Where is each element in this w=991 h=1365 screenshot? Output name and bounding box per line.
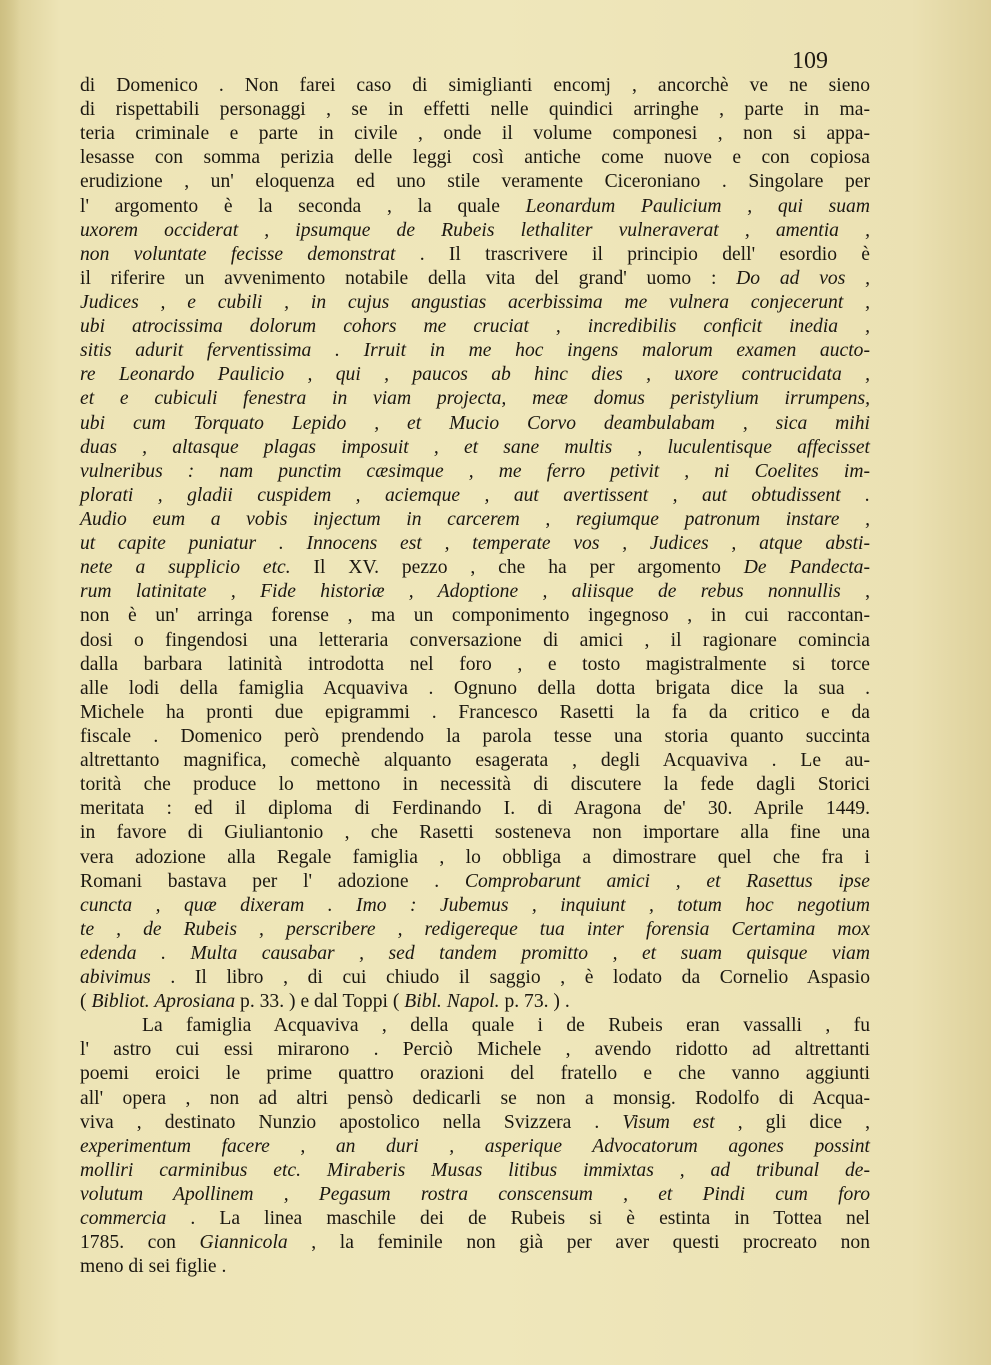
text-line: Audio eum a vobis injectum in carcerem , regiumque patronum instare , [80,508,870,530]
text-line: rum latinitate , Fide historiæ , Adoptione , aliisque de rebus nonnullis , [80,581,870,603]
text-line: l' argomento è la seconda , la quale Leonardum Paulicium , qui suam [80,195,870,217]
text-line: alle lodi della famiglia Acquaviva . Ognuno della dotta brigata dice la sua . [80,677,870,699]
text-line: te , de Rubeis , perscribere , redigereque tua inter forensia Certamina mox [80,918,870,940]
text-line: ubi cum Torquato Lepido , et Mucio Corvo deambulabam , sica mihi [80,412,870,434]
text-line: meno di sei figlie . [80,1256,227,1278]
text-line: non voluntate fecisse demonstrat . Il trascrivere il principio dell' esordio è [80,243,870,265]
text-line: uxorem occiderat , ipsumque de Rubeis lethaliter vulneraverat , amentia , [80,219,870,241]
text-line: re Leonardo Paulicio , qui , paucos ab hinc dies , uxore contrucidata , [80,364,870,386]
text-line: di rispettabili personaggi , se in effetti nelle quindici arringhe , parte in ma- [80,99,870,121]
text-line: non è un' arringa forense , ma un componimento ingegnoso , in cui raccontan- [80,605,870,627]
text-line: in favore di Giuliantonio , che Rasetti sosteneva non importare alla fine una [80,822,870,844]
text-line: Judices , e cubili , in cujus angustias acerbissima me vulnera conjecerunt , [80,291,870,313]
text-line: vulneribus : nam punctim cæsimque , me ferro petivit , ni Coelites im- [80,460,870,482]
text-line: 1785. con Giannicola , la feminile non già per aver questi procreato non [80,1232,870,1254]
text-line: ut capite puniatur . Innocens est , temperate vos , Judices , atque absti- [80,533,870,555]
text-line: dalla barbara latinità introdotta nel foro , e tosto magistralmente si torce [80,653,870,675]
text-line: torità che produce lo mettono in necessità di discutere la fede dagli Storici [80,774,870,796]
text-line: dosi o fingendosi una letteraria conversazione di amici , il ragionare comincia [80,629,870,651]
text-line: fiscale . Domenico però prendendo la parola tesse una storia quanto succinta [80,725,870,747]
text-line: meritata : ed il diploma di Ferdinando I. di Aragona de' 30. Aprile 1449. [80,798,870,820]
text-line: sitis adurit ferventissima . Irruit in me hoc ingens malorum examen aucto- [80,340,870,362]
text-line: il riferire un avvenimento notabile della vita del grand' uomo : Do ad vos , [80,267,870,289]
text-line: ( Bibliot. Aprosiana p. 33. ) e dal Toppi ( Bibl. Napol. p. 73. ) . [80,991,570,1013]
text-line: duas , altasque plagas imposuit , et sane multis , luculentisque affecisset [80,436,870,458]
text-line: plorati , gladii cuspidem , aciemque , aut avertissent , aut obtudissent . [80,484,870,506]
text-line: viva , destinato Nunzio apostolico nella Svizzera . Visum est , gli dice , [80,1111,870,1133]
text-line: l' astro cui essi mirarono . Perciò Michele , avendo ridotto ad altrettanti [80,1039,870,1061]
text-line: experimentum facere , an duri , asperique Advocatorum agones possint [80,1135,870,1157]
text-line: ubi atrocissima dolorum cohors me cruciat , incredibilis conficit inedia , [80,316,870,338]
text-line: all' opera , non ad altri pensò dedicarli se non a monsig. Rodolfo di Acqua- [80,1087,870,1109]
text-line: altrettanto magnifica, comechè alquanto esagerata , degli Acquaviva . Le au- [80,750,870,772]
text-line: poemi eroici le prime quattro orazioni del fratello e che vanno aggiunti [80,1063,870,1085]
text-line: erudizione , un' eloquenza ed uno stile veramente Ciceroniano . Singolare per [80,171,870,193]
page-number: 109 [792,48,828,74]
text-line: vera adozione alla Regale famiglia , lo obbliga a dimostrare quel che fra i [80,846,870,868]
text-line: teria criminale e parte in civile , onde il volume componesi , non si appa- [80,123,870,145]
text-line: di Domenico . Non farei caso di simiglianti encomj , ancorchè ve ne sieno [80,75,870,96]
text-line: lesasse con somma perizia delle leggi così antiche come nuove e con copiosa [80,147,870,169]
text-line: et e cubiculi fenestra in viam projecta, meæ domus peristylium irrumpens, [80,388,870,410]
text-line: edenda . Multa causabar , sed tandem promitto , et suam quisque viam [80,942,870,964]
page-edge-shadow [0,0,20,1365]
text-line: abivimus . Il libro , di cui chiudo il saggio , è lodato da Cornelio Aspasio [80,967,870,989]
text-line: commercia . La linea maschile dei de Rubeis si è estinta in Tottea nel [80,1208,870,1230]
text-line: Romani bastava per l' adozione . Comprobarunt amici , et Rasettus ipse [80,870,870,892]
text-line: La famiglia Acquaviva , della quale i de Rubeis eran vassalli , fu [142,1015,870,1037]
body-text [80,74,870,1279]
text-line: Michele ha pronti due epigrammi . Francesco Rasetti la fa da critico e da [80,701,870,723]
text-line: cuncta , quæ dixeram . Imo : Jubemus , inquiunt , totum hoc negotium [80,894,870,916]
text-line: molliri carminibus etc. Miraberis Musas litibus immixtas , ad tribunal de- [80,1159,870,1181]
text-line: nete a supplicio etc. Il XV. pezzo , che ha per argomento De Pandecta- [80,557,870,579]
text-line: volutum Apollinem , Pegasum rostra conscensum , et Pindi cum foro [80,1184,870,1206]
